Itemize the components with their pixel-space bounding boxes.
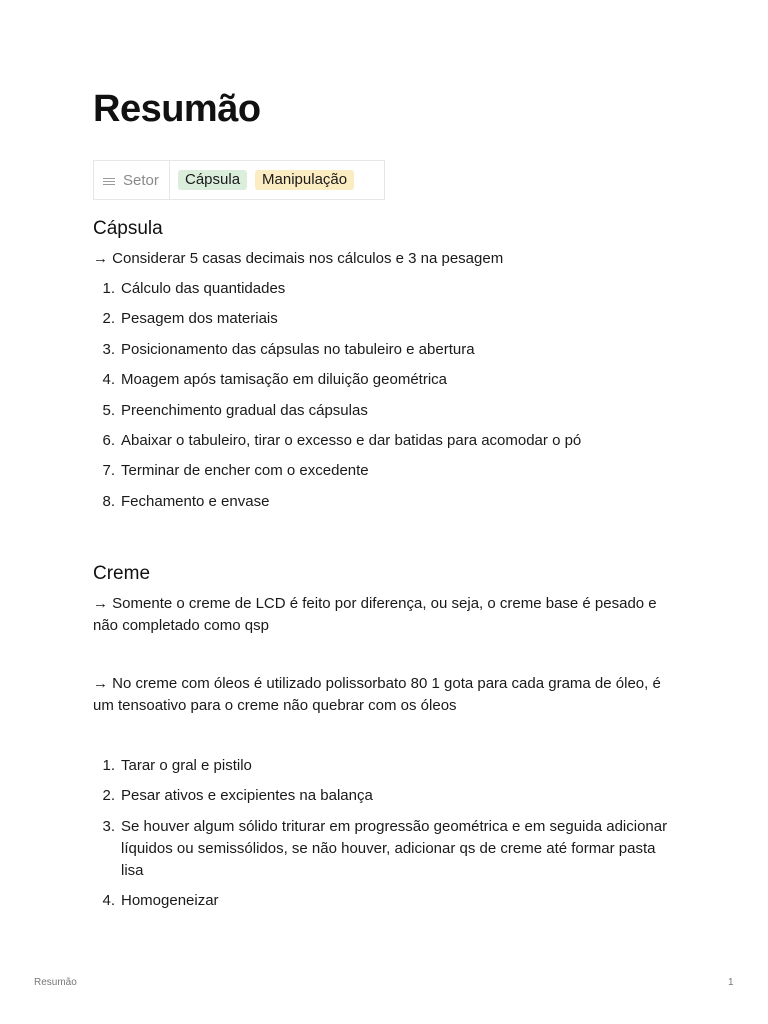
property-values[interactable] <box>170 161 354 199</box>
list-item: 2. Pesagem dos materiais <box>102 310 278 328</box>
list-item: 5. Preenchimento gradual das cápsulas <box>102 401 368 419</box>
list-item: 4. Moagem após tamisação em diluição geométrica <box>102 371 447 389</box>
list-item: 1. Cálculo das quantidades <box>102 280 286 297</box>
tag-manipulacao[interactable]: Manipulação <box>255 170 354 190</box>
list-item: 3. Se houver algum sólido triturar em progressão geométrica e em seguida adicionar líquidos ou semissólidos, se não houver, adicionar qs de creme até formar pasta lisa <box>102 817 668 879</box>
list-item: 7. Terminar de encher com o excedente <box>102 462 369 480</box>
capsula-steps-list <box>93 278 673 521</box>
section-heading-capsula: Cápsula <box>93 218 163 239</box>
property-name <box>94 161 170 199</box>
creme-note-oleos: → No creme com óleos é utilizado polissorbato 80 1 gota para cada grama de óleo, é um tensoativo para o creme não quebrar com os óleos <box>93 675 661 714</box>
tag-capsula[interactable]: Cápsula <box>178 170 247 190</box>
footer-title: Resumão <box>34 977 77 988</box>
list-item: 4. Homogeneizar <box>102 892 219 910</box>
property-row <box>93 160 385 200</box>
creme-note-lcd: → Somente o creme de LCD é feito por diferença, ou seja, o creme base é pesado e não completado como qsp <box>93 595 657 634</box>
list-icon <box>103 178 115 185</box>
list-item: 1. Tarar o gral e pistilo <box>102 757 252 774</box>
page-title: Resumão <box>93 88 261 130</box>
list-item: 6. Abaixar o tabuleiro, tirar o excesso e dar batidas para acomodar o pó <box>102 431 582 449</box>
capsula-note: → Considerar 5 casas decimais nos cálculos e 3 na pesagem <box>93 250 504 267</box>
creme-steps-list <box>93 755 673 921</box>
list-item: 2. Pesar ativos e excipientes na balança <box>102 787 373 805</box>
list-item: 3. Posicionamento das cápsulas no tabuleiro e abertura <box>102 340 475 358</box>
section-heading-creme: Creme <box>93 563 151 584</box>
footer-page-number: 1 <box>728 977 734 988</box>
list-item: 8. Fechamento e envase <box>102 492 270 510</box>
property-label: Setor <box>123 171 159 189</box>
